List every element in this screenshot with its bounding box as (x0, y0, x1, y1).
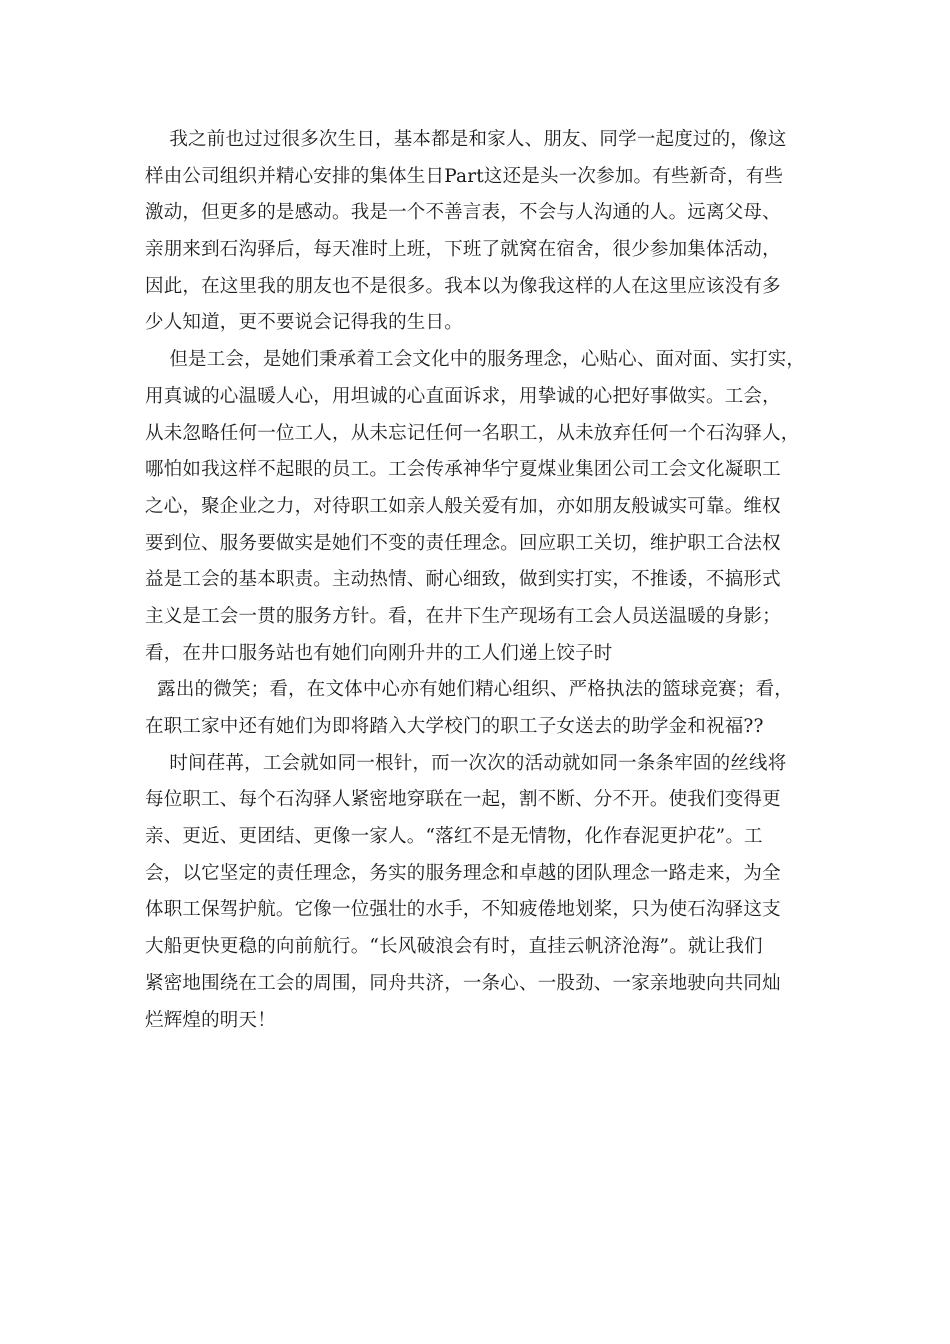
text-line: 亲、更近、更团结、更像一家人。“落红不是无情物，化作春泥更护花”。工 (145, 826, 763, 848)
text-line: 露出的微笑；看，在文体中心亦有她们精心组织、严格执法的篮球竞赛；看， (145, 679, 793, 701)
text-line: 哪怕如我这样不起眼的员工。工会传承神华宁夏煤业集团公司工会文化凝职工 (145, 459, 781, 481)
text-line: 亲朋来到石沟驿后，每天准时上班，下班了就窝在宿舍，很少参加集体活动， (145, 239, 781, 261)
document-body (145, 122, 825, 1039)
text-line: 看，在井口服务站也有她们向刚升井的工人们递上饺子时 (145, 642, 613, 664)
text-line: 之心，聚企业之力，对待职工如亲人般关爱有加，亦如朋友般诚实可靠。维权 (145, 495, 781, 517)
text-line: 样由公司组织并精心安排的集体生日Part这还是头一次参加。有些新奇，有些 (145, 165, 784, 187)
text-line: 烂辉煌的明天！ (145, 1009, 276, 1031)
text-line: 时间荏苒，工会就如同一根针，而一次次的活动就如同一条条牢固的丝线将 (145, 752, 787, 774)
text-line: 在职工家中还有她们为即将踏入大学校门的职工子女送去的助学金和祝福?? (145, 716, 764, 737)
text-line: 益是工会的基本职责。主动热情、耐心细致，做到实打实，不推诿，不搞形式 (145, 569, 781, 591)
text-line: 从未忽略任何一位工人，从未忘记任何一名职工，从未放弃任何一个石沟驿人， (145, 422, 800, 444)
text-line: 我之前也过过很多次生日，基本都是和家人、朋友、同学一起度过的，像这 (145, 129, 787, 150)
text-line: 每位职工、每个石沟驿人紧密地穿联在一起，割不断、分不开。使我们变得更 (145, 789, 781, 811)
text-line: 但是工会，是她们秉承着工会文化中的服务理念，心贴心、面对面、实打实， (145, 349, 806, 371)
text-line: 少人知道，更不要说会记得我的生日。 (145, 312, 463, 334)
text-line: 会，以它坚定的责任理念，务实的服务理念和卓越的团队理念一路走来，为全 (145, 862, 781, 884)
text-line: 因此，在这里我的朋友也不是很多。我本以为像我这样的人在这里应该没有多 (145, 275, 781, 297)
text-line: 主义是工会一贯的服务方针。看，在井下生产现场有工会人员送温暖的身影； (145, 605, 781, 627)
text-line: 紧密地围绕在工会的周围，同舟共济，一条心、一股劲、一家亲地驶向共同灿 (145, 972, 781, 994)
text-line: 大船更快更稳的向前航行。“长风破浪会有时，直挂云帆济沧海”。就让我们 (145, 936, 763, 958)
text-line: 用真诚的心温暖人心，用坦诚的心直面诉求，用挚诚的心把好事做实。工会， (145, 385, 781, 407)
text-line: 激动，但更多的是感动。我是一个不善言表，不会与人沟通的人。远离父母、 (145, 202, 781, 224)
text-line: 体职工保驾护航。它像一位强壮的水手，不知疲倦地划桨，只为使石沟驿这支 (145, 899, 781, 921)
text-line: 要到位、服务要做实是她们不变的责任理念。回应职工关切，维护职工合法权 (145, 532, 781, 554)
